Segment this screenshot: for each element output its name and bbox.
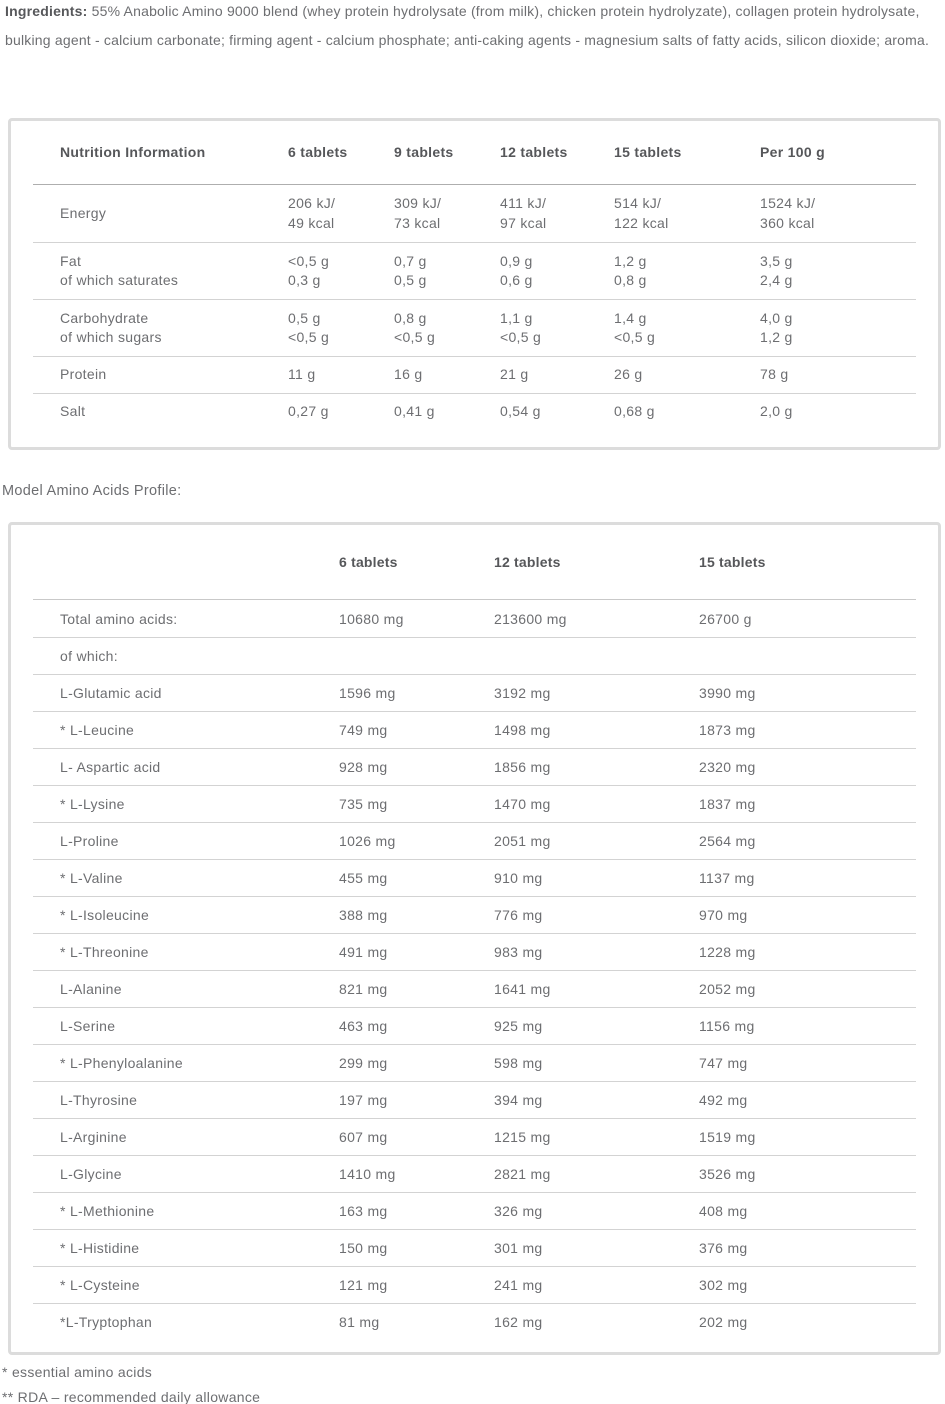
nutrition-value: 0,8 g <0,5 g xyxy=(394,309,436,345)
amino-row-label: L-Glutamic acid xyxy=(60,685,162,701)
amino-value: 1596 mg xyxy=(339,685,396,701)
amino-row-label: *L-Tryptophan xyxy=(60,1314,153,1330)
amino-row-label: L-Arginine xyxy=(60,1129,127,1145)
amino-row-label: L-Serine xyxy=(60,1018,116,1034)
amino-value: 776 mg xyxy=(494,907,543,923)
amino-row-label: Total amino acids: xyxy=(60,610,178,627)
nutrition-column-header: Nutrition Information xyxy=(60,143,206,160)
nutrition-value: 4,0 g 1,2 g xyxy=(760,309,793,345)
nutrition-value: 309 kJ/ 73 kcal xyxy=(394,195,442,231)
amino-column-header: 12 tablets xyxy=(494,554,561,570)
amino-row-label: * L-Valine xyxy=(60,870,123,886)
nutrition-row-label: Fat of which saturates xyxy=(60,252,179,288)
amino-value: 1410 mg xyxy=(339,1166,396,1182)
amino-value: 1498 mg xyxy=(494,722,551,738)
amino-row xyxy=(33,970,916,1007)
amino-row-label: L-Alanine xyxy=(60,981,122,997)
amino-row-label: * L-Lysine xyxy=(60,796,125,812)
ingredients-label: Ingredients: xyxy=(5,3,88,19)
nutrition-value: 0,41 g xyxy=(394,403,435,420)
amino-value: 302 mg xyxy=(699,1277,748,1293)
nutrition-value: 411 kJ/ 97 kcal xyxy=(500,195,547,231)
amino-value: 2051 mg xyxy=(494,833,551,849)
amino-row xyxy=(33,600,916,637)
amino-value: 1519 mg xyxy=(699,1129,756,1145)
amino-row-label: L- Aspartic acid xyxy=(60,759,161,775)
nutrition-value: 0,9 g 0,6 g xyxy=(500,252,533,288)
amino-value: 910 mg xyxy=(494,870,543,886)
amino-row xyxy=(33,748,916,785)
nutrition-value: 16 g xyxy=(394,366,423,383)
amino-value: 925 mg xyxy=(494,1018,543,1034)
amino-column-header: 15 tablets xyxy=(699,554,766,570)
amino-row xyxy=(33,1081,916,1118)
amino-row xyxy=(33,637,916,674)
ingredients-text: 55% Anabolic Amino 9000 blend (whey protein hydrolysate (from milk), chicken protein hydrolyzate), collagen protein hydrolysate, bulking agent - calcium carbonate; firming agent - calcium phosphate; anti-caking agents - magnesium salts of fatty acids, silicon dioxide; aroma. xyxy=(5,3,930,48)
amino-value: 607 mg xyxy=(339,1129,388,1145)
amino-row xyxy=(33,1229,916,1266)
amino-row-label: L-Proline xyxy=(60,833,119,849)
amino-value: 747 mg xyxy=(699,1055,748,1071)
nutrition-value: 1524 kJ/ 360 kcal xyxy=(760,195,816,231)
nutrition-row xyxy=(33,242,916,299)
nutrition-row-label: Carbohydrate of which sugars xyxy=(60,309,162,345)
nutrition-row-label: Energy xyxy=(60,204,107,221)
amino-row xyxy=(33,1044,916,1081)
nutrition-row xyxy=(33,356,916,393)
nutrition-facts-table xyxy=(8,118,941,450)
amino-value: 26700 g xyxy=(699,610,752,627)
amino-value: 455 mg xyxy=(339,870,388,886)
nutrition-row-label: Salt xyxy=(60,403,86,420)
amino-value: 213600 mg xyxy=(494,610,567,627)
amino-value: 10680 mg xyxy=(339,610,404,627)
amino-value: 2052 mg xyxy=(699,981,756,997)
nutrition-column-header: 6 tablets xyxy=(288,143,348,160)
amino-value: 598 mg xyxy=(494,1055,543,1071)
amino-value: 1641 mg xyxy=(494,981,551,997)
nutrition-row xyxy=(33,299,916,356)
amino-value: 1470 mg xyxy=(494,796,551,812)
amino-value: 928 mg xyxy=(339,759,388,775)
nutrition-value: 3,5 g 2,4 g xyxy=(760,252,793,288)
amino-row xyxy=(33,711,916,748)
amino-value: 1215 mg xyxy=(494,1129,551,1145)
amino-row-label: * L-Phenyloalanine xyxy=(60,1055,183,1071)
amino-row xyxy=(33,859,916,896)
nutrition-value: 1,1 g <0,5 g xyxy=(500,309,542,345)
amino-value: 1873 mg xyxy=(699,722,756,738)
amino-row-label: L-Thyrosine xyxy=(60,1092,138,1108)
amino-value: 970 mg xyxy=(699,907,748,923)
amino-value: 1856 mg xyxy=(494,759,551,775)
amino-value: 301 mg xyxy=(494,1240,543,1256)
nutrition-value: 2,0 g xyxy=(760,403,793,420)
nutrition-value: 0,68 g xyxy=(614,403,655,420)
amino-value: 197 mg xyxy=(339,1092,388,1108)
amino-row xyxy=(33,674,916,711)
amino-row-label: * L-Methionine xyxy=(60,1203,155,1219)
nutrition-column-header: 15 tablets xyxy=(614,143,682,160)
nutrition-header-row xyxy=(33,121,916,185)
amino-value: 491 mg xyxy=(339,944,388,960)
nutrition-value: 1,4 g <0,5 g xyxy=(614,309,656,345)
amino-value: 463 mg xyxy=(339,1018,388,1034)
amino-row-label: * L-Leucine xyxy=(60,722,135,738)
footnote-rda: ** RDA – recommended daily allowance xyxy=(2,1389,261,1404)
nutrition-column-header: 12 tablets xyxy=(500,143,568,160)
amino-value: 394 mg xyxy=(494,1092,543,1108)
amino-acids-table xyxy=(8,522,941,1355)
amino-row xyxy=(33,1118,916,1155)
nutrition-value: 0,5 g <0,5 g xyxy=(288,309,330,345)
nutrition-column-header: 9 tablets xyxy=(394,143,454,160)
amino-value: 2320 mg xyxy=(699,759,756,775)
amino-row xyxy=(33,896,916,933)
amino-row xyxy=(33,1192,916,1229)
ingredients-paragraph xyxy=(5,0,938,54)
amino-value: 3192 mg xyxy=(494,685,551,701)
amino-header-row xyxy=(33,525,916,600)
amino-value: 376 mg xyxy=(699,1240,748,1256)
amino-row xyxy=(33,933,916,970)
amino-value: 492 mg xyxy=(699,1092,748,1108)
nutrition-row-label: Protein xyxy=(60,366,107,383)
amino-row xyxy=(33,822,916,859)
amino-value: 408 mg xyxy=(699,1203,748,1219)
amino-row-label: of which: xyxy=(60,648,118,664)
nutrition-value: 0,54 g xyxy=(500,403,541,420)
nutrition-value: 206 kJ/ 49 kcal xyxy=(288,195,336,231)
amino-profile-title: Model Amino Acids Profile: xyxy=(2,483,182,499)
amino-value: 81 mg xyxy=(339,1314,380,1330)
amino-value: 735 mg xyxy=(339,796,388,812)
amino-value: 121 mg xyxy=(339,1277,388,1293)
amino-column-header: 6 tablets xyxy=(339,554,398,570)
amino-value: 241 mg xyxy=(494,1277,543,1293)
nutrition-table-body xyxy=(33,185,916,430)
amino-table-body xyxy=(33,600,916,1340)
nutrition-value: 0,7 g 0,5 g xyxy=(394,252,427,288)
amino-row-label: * L-Histidine xyxy=(60,1240,140,1256)
amino-value: 1026 mg xyxy=(339,833,396,849)
nutrition-value: 0,27 g xyxy=(288,403,329,420)
amino-value: 299 mg xyxy=(339,1055,388,1071)
amino-value: 3990 mg xyxy=(699,685,756,701)
nutrition-value: <0,5 g 0,3 g xyxy=(288,252,330,288)
footnote-essential-amino-acids: * essential amino acids xyxy=(2,1364,153,1380)
amino-value: 2821 mg xyxy=(494,1166,551,1182)
amino-value: 150 mg xyxy=(339,1240,388,1256)
amino-value: 749 mg xyxy=(339,722,388,738)
amino-row-label: L-Glycine xyxy=(60,1166,122,1182)
amino-row xyxy=(33,1303,916,1340)
amino-value: 1137 mg xyxy=(699,870,755,886)
nutrition-value: 21 g xyxy=(500,366,529,383)
nutrition-value: 78 g xyxy=(760,366,789,383)
amino-value: 162 mg xyxy=(494,1314,543,1330)
amino-value: 163 mg xyxy=(339,1203,388,1219)
amino-value: 983 mg xyxy=(494,944,543,960)
amino-row-label: * L-Threonine xyxy=(60,944,149,960)
amino-row-label: * L-Cysteine xyxy=(60,1277,140,1293)
amino-value: 821 mg xyxy=(339,981,388,997)
amino-row xyxy=(33,785,916,822)
amino-row xyxy=(33,1155,916,1192)
nutrition-value: 514 kJ/ 122 kcal xyxy=(614,195,669,231)
nutrition-row xyxy=(33,185,916,242)
amino-value: 3526 mg xyxy=(699,1166,756,1182)
amino-row xyxy=(33,1266,916,1303)
nutrition-value: 26 g xyxy=(614,366,643,383)
nutrition-value: 1,2 g 0,8 g xyxy=(614,252,647,288)
amino-value: 388 mg xyxy=(339,907,388,923)
amino-value: 1228 mg xyxy=(699,944,756,960)
nutrition-row xyxy=(33,393,916,430)
amino-value: 202 mg xyxy=(699,1314,748,1330)
amino-row-label: * L-Isoleucine xyxy=(60,907,150,923)
nutrition-value: 11 g xyxy=(288,366,316,383)
amino-row xyxy=(33,1007,916,1044)
amino-value: 1837 mg xyxy=(699,796,756,812)
amino-value: 1156 mg xyxy=(699,1018,755,1034)
amino-value: 326 mg xyxy=(494,1203,543,1219)
nutrition-column-header: Per 100 g xyxy=(760,143,825,160)
amino-value: 2564 mg xyxy=(699,833,756,849)
